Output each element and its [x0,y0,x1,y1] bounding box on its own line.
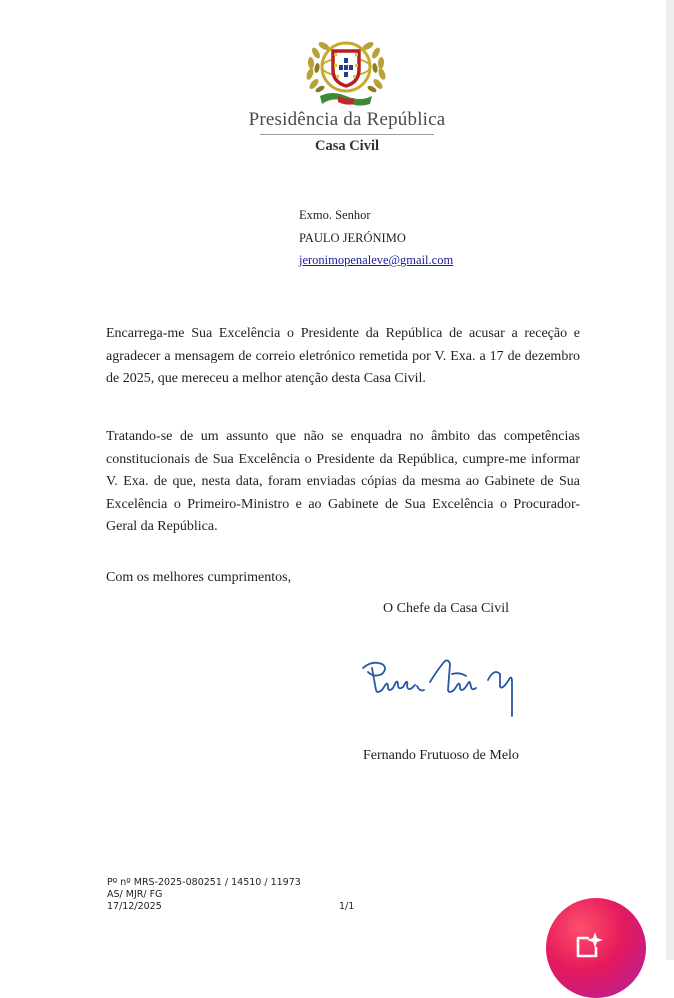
floating-edit-button[interactable] [546,898,646,998]
header-divider [260,134,434,135]
body-paragraph-2: Tratando-se de um assunto que não se enquadra no âmbito das competências constitucionais de Sua Excelência o Presidente da República, cumpre-me informar V. Exa. de que, nesta data, foram enviadas cópias da mesma ao Gabinete de Sua Excelência o Primeiro-Ministro e ao Gabinete de Sua Excelência o Procurador-Geral da República. [106,429,580,535]
reference-initials: AS/ MJR/ FG [107,889,163,900]
department-subtitle: Casa Civil [314,138,380,154]
sender-role: O Chefe da Casa Civil [383,601,509,616]
coat-of-arms-icon [300,34,392,108]
recipient-name: PAULO JERÓNIMO [299,231,406,245]
page-number: 1/1 [339,901,355,912]
handwritten-signature [360,654,530,720]
recipient-email-link[interactable]: jeronimopenaleve@gmail.com [299,253,454,267]
body-paragraph-1: Encarrega-me Sua Excelência o Presidente da República de acusar a receção e agradecer a mensagem de correio eletrónico remetida por V. Exa. a 17 de dezembro de 2025, que mereceu a melhor atenção desta Casa Civil. [106,326,580,387]
closing-line: Com os melhores cumprimentos, [106,570,292,585]
institution-title: Presidência da República [248,109,446,130]
edit-sparkle-icon [572,928,606,962]
process-number: Pº nº MRS-2025-080251 / 14510 / 11973 [107,877,301,888]
sender-name: Fernando Frutuoso de Melo [363,748,519,763]
page-edge [666,0,674,960]
document-date: 17/12/2025 [107,901,162,912]
recipient-salutation: Exmo. Senhor [299,208,371,222]
